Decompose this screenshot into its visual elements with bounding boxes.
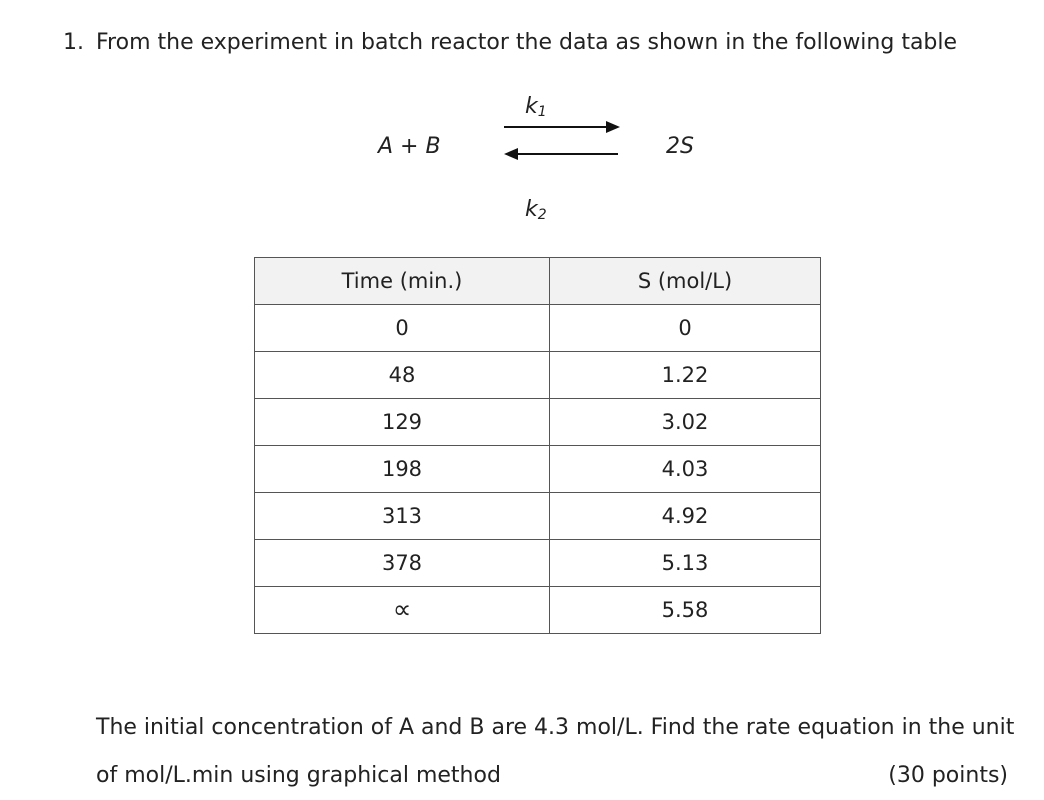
reaction-equation [0,0,1044,240]
column-header-time: Time (min.) [255,258,550,305]
rate-constant-forward: $k_1$ [525,94,547,120]
time-cell: 378 [255,540,550,587]
time-cell: 313 [255,493,550,540]
column-header-s: S (mol/L) [550,258,821,305]
s-cell: 4.03 [550,446,821,493]
table-row [255,446,821,493]
s-cell: 0 [550,305,821,352]
time-cell-infinity: ∝ [255,587,550,634]
s-cell: 4.92 [550,493,821,540]
time-cell: 48 [255,352,550,399]
s-cell: 3.02 [550,399,821,446]
table-row [255,540,821,587]
statement-line-2-row [96,752,1008,800]
forward-arrow-head [606,121,620,133]
s-cell: 1.22 [550,352,821,399]
s-cell: 5.58 [550,587,821,634]
time-cell: 0 [255,305,550,352]
time-cell: 198 [255,446,550,493]
table-row [255,305,821,352]
question-number: 1. [63,30,84,55]
question-text: From the experiment in batch reactor the data as shown in the following table [96,30,958,55]
table-row [255,493,821,540]
table-row [255,352,821,399]
reactants: A + B [378,134,441,159]
points-label: (30 points) [888,763,1008,788]
reverse-arrow-head [504,148,518,160]
statement-line-2: of mol/L.min using graphical method [96,763,501,788]
table-row [255,399,821,446]
table-header-row [255,258,821,305]
data-table [254,257,821,634]
problem-statement [96,704,1016,800]
time-cell: 129 [255,399,550,446]
equilibrium-arrows-icon [500,115,625,163]
rate-constant-reverse: $k_2$ [525,197,547,223]
statement-line-1: The initial concentration of A and B are 4.3 mol/L. Find the rate equation in the unit [96,715,1015,740]
table-row [255,587,821,634]
product: 2S [666,134,694,159]
s-cell: 5.13 [550,540,821,587]
